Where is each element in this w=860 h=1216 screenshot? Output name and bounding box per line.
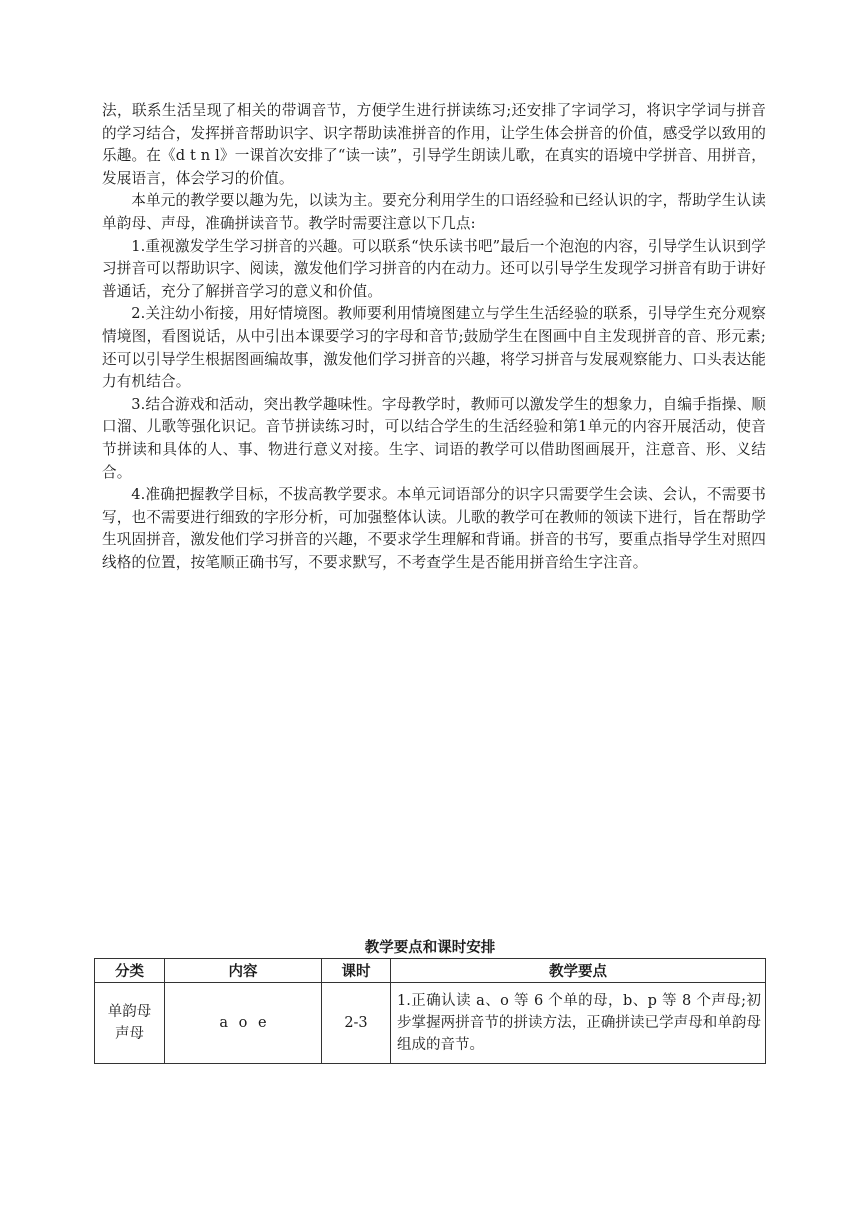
category-line-2: 声母: [115, 1026, 144, 1042]
cell-hours: 2-3: [322, 983, 391, 1064]
header-hours: 课时: [322, 959, 391, 983]
table-row: [95, 983, 766, 1064]
paragraph-point-3: 3.结合游戏和活动，突出教学趣味性。字母教学时，教师可以激发学生的想象力，自编手指操、顺口溜、儿歌等强化识记。音节拼读练习时，可以结合学生的生活经验和第1单元的内容开展活动，使音节拼读和具体的人、事、物进行意义对接。生字、词语的教学可以借助图画展开，注意音、形、义结合。: [102, 395, 766, 481]
table-title: 教学要点和课时安排: [364, 940, 496, 956]
cell-goals: 1.正确认读 a、o 等 6 个单的母，b、p 等 8 个声母;初步掌握两拼音节的拼读方法，正确拼读已学声母和单韵母组成的音节。: [391, 983, 766, 1064]
paragraph-point-4: 4.准确把握教学目标，不拔高教学要求。本单元词语部分的识字只需要学生会读、会认，不需要书写，也不需要进行细致的字形分析，可加强整体认读。儿歌的教学可在教师的领读下进行，旨在帮助学生巩固拼音，激发他们学习拼音的兴趣，不要求学生理解和背诵。拼音的书写，要重点指导学生对照四线格的位置，按笔顺正确书写，不要求默写，不考查学生是否能用拼音给生字注音。: [102, 486, 766, 571]
category-line-1: 单韵母: [107, 1004, 152, 1020]
paragraph-point-1: 1.重视激发学生学习拼音的兴趣。可以联系“快乐读书吧”最后一个泡泡的内容，引导学生认识到学习拼音可以帮助识字、阅读，激发他们学习拼音的内在动力。还可以引导学生发现学习拼音有助于讲好普通话，充分了解拼音学习的意义和价值。: [102, 237, 766, 300]
header-goals: 教学要点: [391, 959, 766, 983]
teaching-plan-table: [94, 958, 766, 1064]
header-category: 分类: [95, 959, 165, 983]
paragraph-continuation: 法，联系生活呈现了相关的带调音节，方便学生进行拼读练习;还安排了字词学习，将识字学词与拼音的学习结合，发挥拼音帮助识字、识字帮助读准拼音的作用，让学生体会拼音的价值，感受学以致用的乐趣。在《d t n l》一课首次安排了“读一读”，引导学生朗读儿歌，在真实的语境中学拼音、用拼音，发展语言，体会学习的价值。: [102, 102, 766, 187]
paragraph-teaching-principle: 本单元的教学要以趣为先，以读为主。要充分利用学生的口语经验和已经认识的字，帮助学生认读单韵母、声母，准确拼读音节。教学时需要注意以下几点:: [102, 192, 766, 232]
cell-category: [95, 983, 165, 1064]
paragraph-point-2: 2.关注幼小衔接，用好情境图。教师要利用情境图建立与学生生活经验的联系，引导学生充分观察情境图，看图说话，从中引出本课要学习的字母和音节;鼓励学生在图画中自主发现拼音的音、形元素;还可以引导学生根据图画编故事，激发他们学习拼音的兴趣，将学习拼音与发展观察能力、口头表达能力有机结合。: [102, 305, 766, 391]
cell-content: a o e: [165, 983, 322, 1064]
body-text: [102, 100, 766, 574]
header-content: 内容: [165, 959, 322, 983]
table-header-row: [95, 959, 766, 983]
